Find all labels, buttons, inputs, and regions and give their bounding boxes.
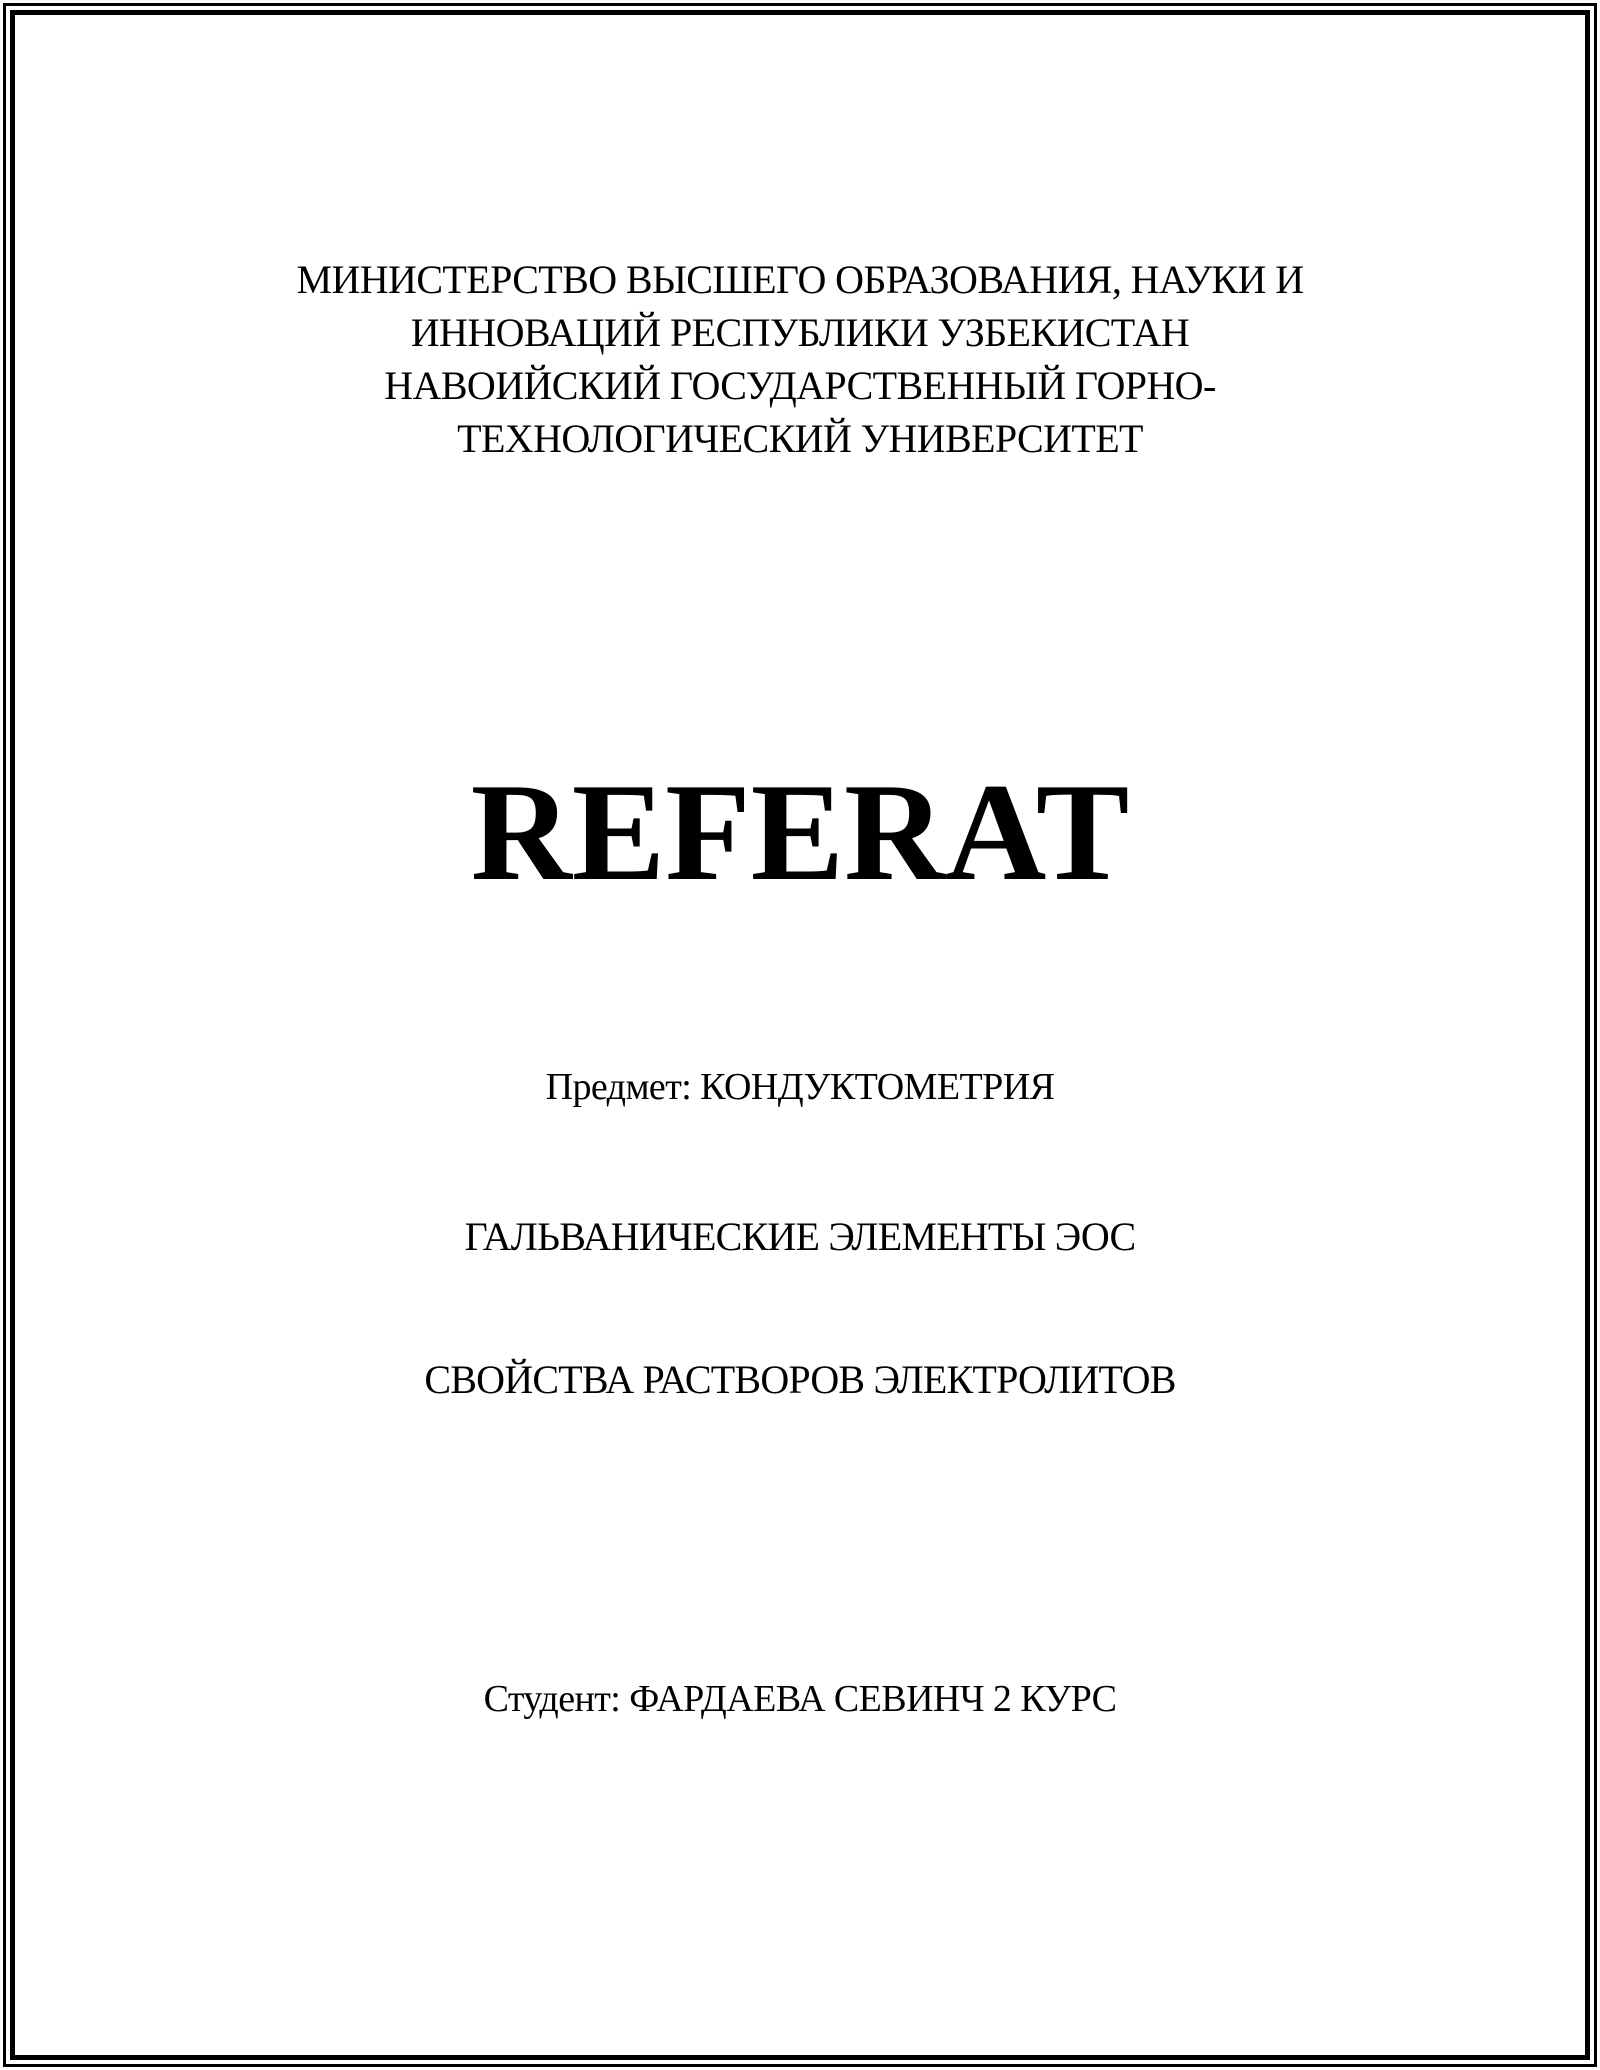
ministry-header-line-2: ИННОВАЦИЙ РЕСПУБЛИКИ УЗБЕКИСТАН <box>410 310 1190 355</box>
university-name-line-2: ТЕХНОЛОГИЧЕСКИЙ УНИВЕРСИТЕТ <box>457 416 1143 461</box>
university-name-line-1: НАВОИЙСКИЙ ГОСУДАРСТВЕННЫЙ ГОРНО- <box>384 363 1216 408</box>
student-line: Студент: ФАРДАЕВА СЕВИНЧ 2 КУРС <box>483 1678 1117 1720</box>
inner-border-frame <box>10 10 1590 2060</box>
topic-line-galvanic-elements: ГАЛЬВАНИЧЕСКИЕ ЭЛЕМЕНТЫ ЭОС <box>464 1214 1136 1259</box>
ministry-header-line-1: МИНИСТЕРСТВО ВЫСШЕГО ОБРАЗОВАНИЯ, НАУКИ И <box>296 257 1304 302</box>
ministry-header <box>15 253 1585 465</box>
document-title: REFERAT <box>470 755 1130 910</box>
topic-line-electrolyte-solutions: СВОЙСТВА РАСТВОРОВ ЭЛЕКТРОЛИТОВ <box>424 1357 1176 1402</box>
subject-line: Предмет: КОНДУКТОМЕТРИЯ <box>545 1066 1055 1108</box>
outer-border-frame <box>3 3 1597 2067</box>
